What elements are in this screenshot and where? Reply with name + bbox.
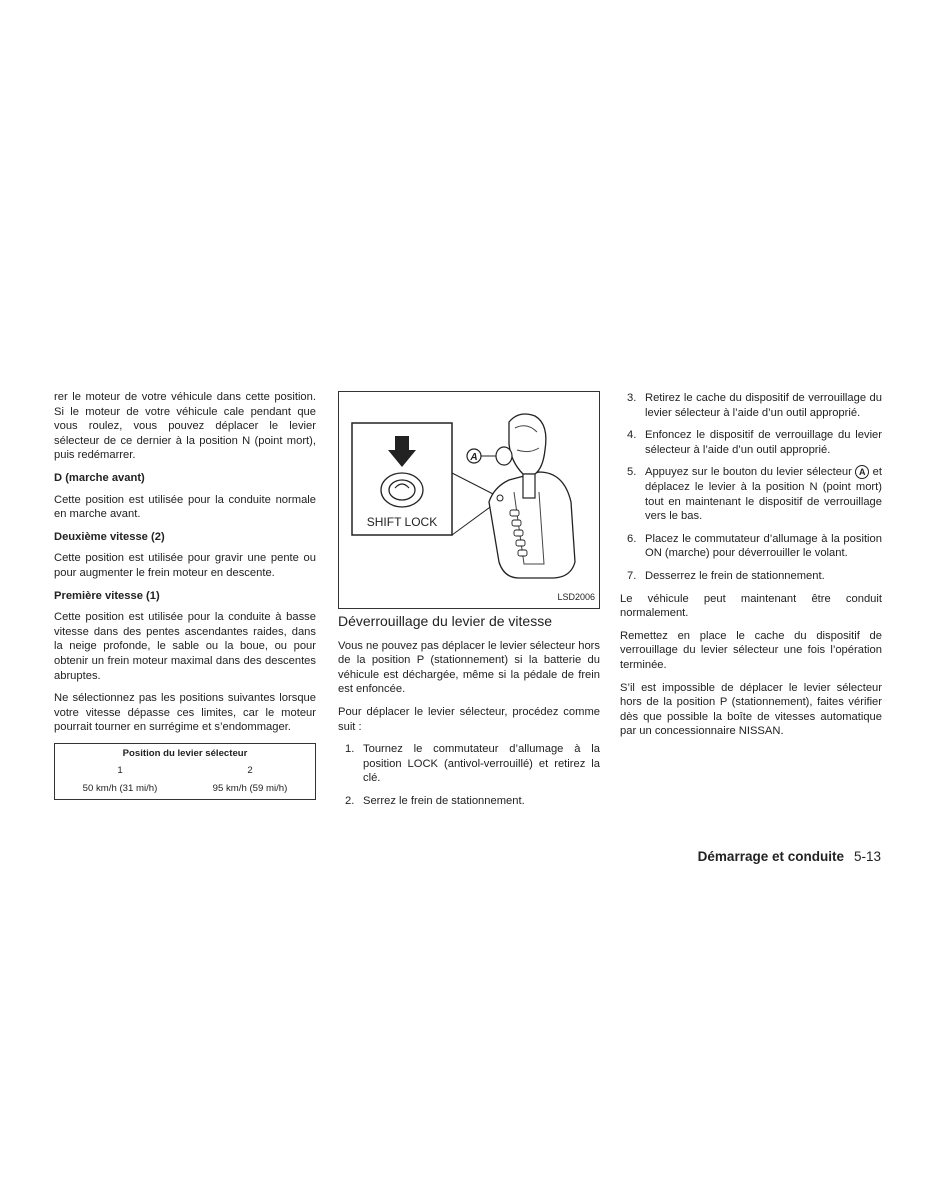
list-item bbox=[338, 742, 600, 786]
step-text: Retirez le cache du dispositif de verrouillage du levier sélecteur à l’aide d’un outil approprié. bbox=[645, 392, 882, 419]
list-item bbox=[338, 794, 600, 809]
shift-lock-illustration bbox=[339, 392, 599, 608]
paragraph: Remettez en place le cache du dispositif de verrouillage du levier sélecteur une fois l’opération terminée. bbox=[620, 629, 882, 671]
step-text: Placez le commutateur d’allumage à la position ON (marche) pour déverrouiller le volant. bbox=[645, 532, 882, 560]
paragraph: Cette position est utilisée pour gravir une pente ou pour augmenter le frein moteur en descente. bbox=[54, 552, 316, 579]
step-text: et déplacez le levier à la position N (point mort) tout en maintenant le dispositif de verrouillage vers le bas. bbox=[645, 466, 883, 523]
section-title: Déverrouillage du levier de vitesse bbox=[338, 613, 552, 629]
table-row bbox=[55, 781, 316, 799]
steps-list bbox=[338, 742, 600, 808]
paragraph: Vous ne pouvez pas déplacer le levier sélecteur hors de la position P (stationnement) si la batterie du véhicule est déchargée, même si la pédale de frein est enfoncée. bbox=[338, 639, 600, 696]
table-cell: 95 km/h (59 mi/h) bbox=[212, 783, 288, 795]
list-item bbox=[620, 428, 882, 457]
callout-a-label: A bbox=[470, 452, 478, 463]
list-item bbox=[620, 391, 882, 420]
step-text: Tournez le commutateur d’allumage à la position LOCK (antivol-verrouillé) et retirez la clé. bbox=[363, 743, 600, 785]
circle-a-icon: A bbox=[855, 465, 869, 479]
heading-second-gear: Deuxième vitesse (2) bbox=[54, 530, 165, 543]
step-number: 5. bbox=[627, 466, 637, 479]
table-cell: 2 bbox=[247, 765, 253, 777]
page-footer bbox=[698, 849, 881, 864]
step-number: 4. bbox=[627, 429, 637, 442]
shift-lock-label: SHIFT LOCK bbox=[366, 515, 438, 529]
column-1 bbox=[54, 390, 316, 800]
paragraph: rer le moteur de votre véhicule dans cette position. Si le moteur de votre véhicule cale pendant que vous roulez, vous pouvez déplacer le levier sélecteur de ce dernier à la position N (point mort), puis redémarrer. bbox=[54, 391, 316, 462]
table-header: Position du levier sélecteur bbox=[122, 747, 248, 759]
paragraph: Cette position est utilisée pour la conduite à basse vitesse dans des pentes ascendantes raides, dans la neige profonde, le sable ou la boue, ou pour obtenir un frein moteur maximal dans des descentes abruptes. bbox=[54, 611, 316, 682]
step-number: 2. bbox=[345, 794, 355, 807]
step-number: 1. bbox=[345, 743, 355, 756]
speed-limit-table bbox=[54, 743, 316, 800]
list-item bbox=[620, 465, 882, 523]
paragraph: S’il est impossible de déplacer le levier sélecteur hors de la position P (stationnement), faites vérifier dès que possible la boîte de vitesses automatique par un concessionnaire NISSAN. bbox=[620, 681, 882, 738]
column-2 bbox=[338, 391, 600, 817]
paragraph-warning: Ne sélectionnez pas les positions suivantes lorsque votre vitesse dépasse ces limites, car le moteur pourrait tourner en surrégime et s’endommager. bbox=[54, 692, 316, 734]
step-text: Desserrez le frein de stationnement. bbox=[645, 569, 825, 582]
heading-first-gear: Première vitesse (1) bbox=[54, 589, 160, 602]
list-item bbox=[620, 532, 882, 561]
table-cell: 1 bbox=[117, 765, 123, 777]
shift-lock-figure bbox=[338, 391, 600, 609]
heading-drive: D (marche avant) bbox=[54, 471, 145, 484]
table-cell: 50 km/h (31 mi/h) bbox=[82, 783, 158, 795]
paragraph: Pour déplacer le levier sélecteur, procédez comme suit : bbox=[338, 705, 600, 733]
step-text: Appuyez sur le bouton du levier sélecteur bbox=[645, 466, 852, 479]
steps-list bbox=[620, 391, 882, 584]
page-number: 5-13 bbox=[853, 849, 881, 864]
paragraph: Le véhicule peut maintenant être conduit normalement. bbox=[620, 592, 882, 620]
figure-code: LSD2006 bbox=[557, 592, 595, 603]
chapter-title: Démarrage et conduite bbox=[697, 849, 844, 864]
paragraph: Cette position est utilisée pour la conduite normale en marche avant. bbox=[54, 493, 316, 521]
table-row bbox=[55, 763, 316, 781]
step-text: Serrez le frein de stationnement. bbox=[363, 794, 525, 807]
step-text: Enfoncez le dispositif de verrouillage du levier sélecteur à l’aide d’un outil approprié. bbox=[645, 429, 882, 456]
step-number: 3. bbox=[627, 392, 637, 404]
list-item bbox=[620, 569, 882, 584]
step-number: 7. bbox=[627, 569, 637, 582]
column-3 bbox=[620, 391, 882, 747]
step-number: 6. bbox=[627, 532, 637, 545]
